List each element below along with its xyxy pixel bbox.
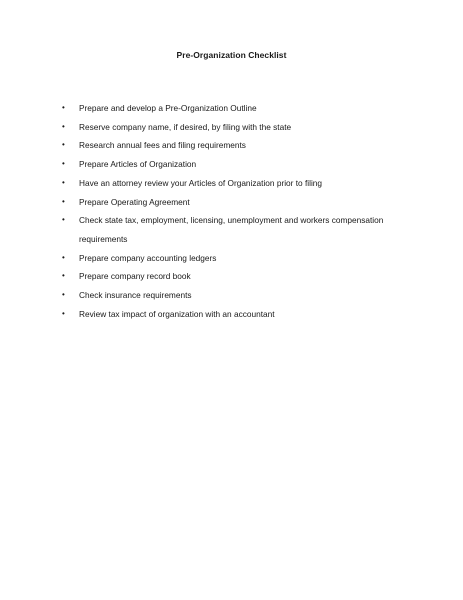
checklist-item: [62, 174, 402, 193]
checklist-item: [62, 249, 402, 268]
checklist-item-text: Review tax impact of organization with an accountant: [79, 308, 275, 319]
bullet-icon: •: [62, 215, 65, 225]
checklist-item: [62, 286, 402, 305]
checklist: [62, 99, 402, 323]
checklist-item-text: Research annual fees and filing requirements: [79, 140, 246, 151]
checklist-item: [62, 118, 402, 137]
checklist-item: [62, 99, 402, 118]
checklist-item: [62, 267, 402, 286]
checklist-item-text: Prepare Operating Agreement: [79, 196, 190, 207]
checklist-item: [62, 155, 402, 174]
checklist-item-text: Have an attorney review your Articles of Organization prior to filing: [79, 177, 323, 188]
bullet-icon: •: [62, 140, 65, 150]
checklist-item: [62, 136, 402, 155]
checklist-item: [62, 211, 402, 248]
checklist-item-text: Prepare company accounting ledgers: [79, 252, 217, 263]
bullet-icon: •: [62, 196, 65, 206]
bullet-icon: •: [62, 121, 65, 131]
checklist-item-text: Prepare company record book: [79, 271, 191, 282]
checklist-item-text: Prepare and develop a Pre-Organization Outline: [79, 103, 257, 113]
bullet-icon: •: [62, 252, 65, 262]
checklist-item: [62, 305, 402, 324]
bullet-icon: •: [62, 271, 65, 281]
checklist-item-text: Prepare Articles of Organization: [79, 159, 197, 170]
document-title: Pre-Organization Checklist: [176, 50, 287, 60]
bullet-icon: •: [62, 103, 65, 112]
checklist-item-text: Check state tax, employment, licensing, unemployment and workers compensation requirements: [79, 215, 384, 244]
checklist-item-text: Check insurance requirements: [79, 290, 192, 301]
bullet-icon: •: [62, 308, 65, 318]
bullet-icon: •: [62, 159, 65, 169]
bullet-icon: •: [62, 177, 65, 187]
checklist-item-text: Reserve company name, if desired, by filing with the state: [79, 121, 292, 132]
checklist-item: [62, 193, 402, 212]
bullet-icon: •: [62, 290, 65, 300]
